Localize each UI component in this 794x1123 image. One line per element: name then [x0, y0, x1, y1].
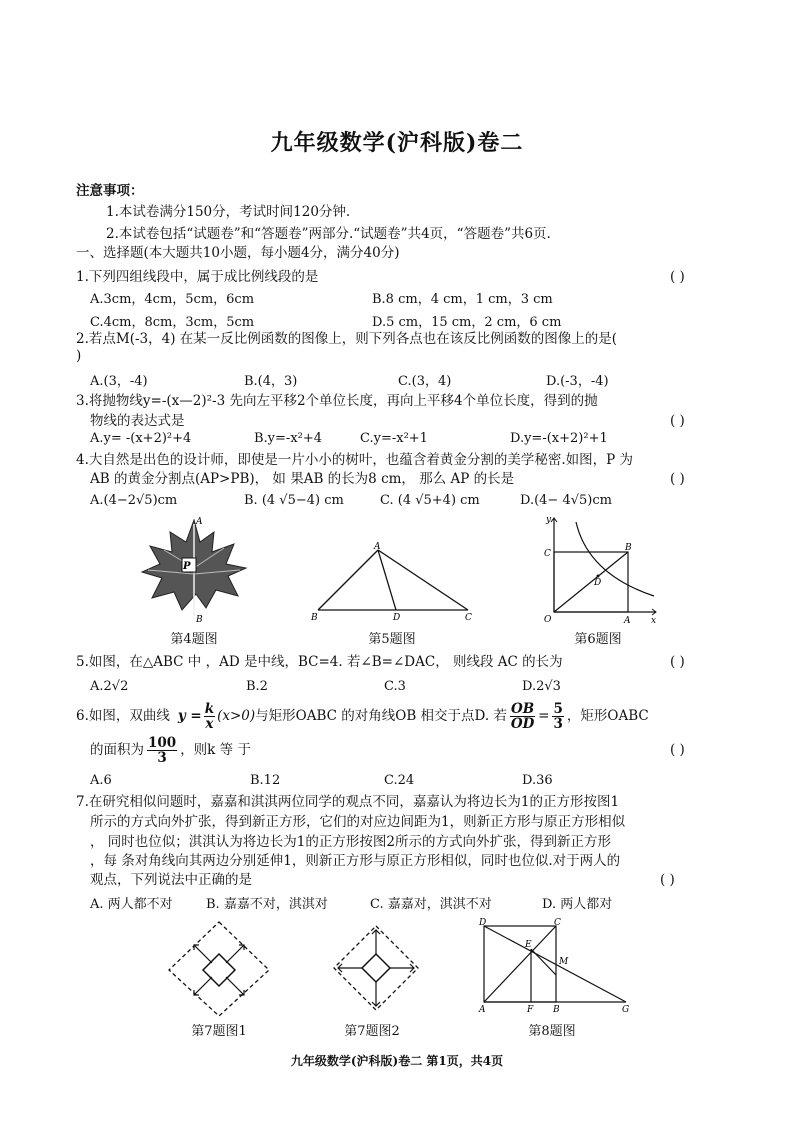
q7-answer-paren: ( ) — [660, 872, 675, 888]
q4-option-d: D.(4− 4√5)cm — [520, 493, 612, 508]
q7-line-5: 观点，下列说法中正确的是 — [90, 872, 252, 888]
q5-stem: 5.如图，在△ABC 中 ，AD 是中线，BC=4. 若∠B=∠DAC， 则线段 AC 的长为 — [76, 654, 563, 670]
q6-fraction-100: 100 — [148, 734, 177, 751]
q7-option-c: C. 嘉嘉对，淇淇不对 — [370, 897, 492, 912]
fig8-label-c: C — [554, 918, 561, 928]
q6-stem-row — [76, 698, 649, 734]
fig6-caption: 第6题图 — [574, 632, 622, 647]
q6-fraction-5: 5 — [553, 700, 563, 717]
q4-option-a: A.(4−2√5)cm — [90, 493, 178, 508]
q2-stem-cont: ) — [76, 348, 82, 364]
q4-option-b: B. (4 √5−4) cm — [244, 493, 344, 508]
q6-answer-paren: ( ) — [670, 742, 685, 758]
figure-6-hyperbola — [536, 512, 662, 624]
q4-option-c: C. (4 √5+4) cm — [380, 493, 480, 508]
q6-fraction-area-3: 3 — [157, 749, 167, 766]
q5-option-d: D.2√3 — [522, 679, 561, 694]
fig8-label-e: E — [525, 940, 532, 950]
fig6-label-c: C — [544, 549, 551, 559]
q6-eq-sign: = — [538, 708, 550, 724]
q2-option-d: D.(-3，-4) — [546, 374, 609, 389]
q6-fraction-area — [147, 736, 177, 765]
page-footer: 九年级数学(沪科版)卷二 第1页，共4页 — [290, 1054, 504, 1068]
q7-line-4: ，每 条对角线向其两边分别延伸1，则新正方形与原正方形相似，同时也位似.对于两人的 — [90, 853, 621, 869]
q7-option-b: B. 嘉嘉不对，淇淇对 — [206, 897, 328, 912]
q1-option-b: B.8 cm，4 cm，1 cm，3 cm — [372, 292, 553, 307]
q6-option-c: C.24 — [384, 773, 415, 788]
q3-option-a: A.y= -(x+2)²+4 — [90, 431, 192, 446]
q3-option-c: C.y=-x²+1 — [360, 431, 428, 446]
q3-answer-paren: ( ) — [670, 413, 685, 429]
q2-stem: 2.若点M(-3，4) 在某一反比例函数的图像上，则下列各点也在该反比例函数的图像上的是( — [76, 331, 618, 347]
fig6-label-x: x — [651, 616, 657, 624]
q7-option-d: D. 两人都对 — [542, 897, 613, 912]
fig8-label-m: M — [559, 957, 569, 967]
q6-fraction-five-thirds — [552, 702, 563, 731]
fig4-label-b: B — [196, 615, 203, 624]
section-heading: 一、选择题(本大题共10小题，每小题4分，满分40分) — [76, 245, 400, 261]
q5-answer-paren: ( ) — [670, 654, 685, 670]
fig6-label-d: D — [594, 578, 602, 588]
fig7-2-caption: 第7题图2 — [344, 1024, 400, 1039]
q6-stem-intro: 6.如图，双曲线 — [76, 708, 170, 724]
q2-option-a: A.(3，-4) — [90, 374, 148, 389]
q5-option-c: C.3 — [384, 679, 406, 694]
q4-stem: 4.大自然是出色的设计师，即使是一片小小的树叶，也蕴含着黄金分割的美学秘密.如图，P 为 — [76, 452, 634, 468]
fig7-1-caption: 第7题图1 — [191, 1024, 247, 1039]
q3-stem: 3.将抛物线y=-(x—2)²-3 先向左平移2个单位长度，再向上平移4个单位长度，得到的抛 — [76, 393, 598, 409]
notice-item-1: 1.本试卷满分150分，考试时间120分钟. — [106, 204, 351, 220]
fig6-label-a: A — [624, 616, 631, 624]
fig8-label-f: F — [527, 1005, 534, 1015]
q4-answer-paren: ( ) — [670, 471, 685, 487]
figure-8-geometry — [474, 916, 636, 1016]
fig5-label-a: A — [374, 542, 381, 552]
figure-7-1-squares — [164, 918, 274, 1018]
fig8-label-d: D — [479, 918, 487, 928]
fig4-label-a: A — [196, 517, 203, 527]
fig5-label-c: C — [465, 613, 472, 623]
q3-stem-cont: 物线的表达式是 — [90, 413, 185, 429]
fig5-caption: 第5题图 — [368, 632, 416, 647]
q6-stem2-intro: 的面积为 — [90, 742, 144, 758]
q5-option-b: B.2 — [246, 679, 268, 694]
q7-line-1: 7.在研究相似问题时，嘉嘉和淇淇两位同学的观点不同，嘉嘉认为将边长为1的正方形按图1 — [76, 794, 620, 810]
q6-option-a: A.6 — [90, 773, 112, 788]
fig8-caption: 第8题图 — [528, 1024, 576, 1039]
q2-option-b: B.(4，3) — [244, 374, 298, 389]
q6-fraction-3: 3 — [553, 715, 563, 732]
q4-stem-cont: AB 的黄金分割点(AP>PB)， 如 果AB 的长为8 cm， 那么 AP 的长是 — [90, 471, 515, 487]
fig5-label-d: D — [393, 613, 401, 623]
q6-eq-cond: (x>0) — [217, 708, 256, 724]
q6-stem-end: ，矩形OABC — [566, 708, 649, 724]
q3-option-b: B.y=-x²+4 — [254, 431, 323, 446]
q6-stem-mid: 与矩形OABC 的对角线OB 相交于点D. 若 — [255, 708, 507, 724]
q6-fraction-od: OD — [510, 715, 535, 732]
q6-option-d: D.36 — [522, 773, 553, 788]
q1-option-a: A.3cm，4cm，5cm，6cm — [90, 292, 255, 307]
q6-fraction-x: x — [205, 715, 214, 732]
notice-heading: 注意事项： — [76, 183, 144, 199]
q1-stem: 1.下列四组线段中，属于成比例线段的是 — [76, 269, 319, 285]
q6-stem2-end: ，则k 等 于 — [180, 742, 251, 758]
q7-line-2: 所示的方式向外扩张，得到新正方形，它们的对应边间距为1，则新正方形与原正方形相似 — [90, 814, 626, 830]
figure-5-triangle — [306, 540, 478, 624]
fig6-label-y: y — [546, 515, 552, 525]
q1-option-c: C.4cm，8cm，3cm，5cm — [90, 315, 255, 330]
fig6-label-b: B — [625, 543, 632, 553]
fig4-caption: 第4题图 — [170, 632, 218, 647]
figure-4-leaf — [134, 512, 254, 624]
figure-7-2-squares — [330, 922, 422, 1016]
q6-eq-lhs: y = — [177, 708, 202, 724]
q6-option-b: B.12 — [250, 773, 281, 788]
q6-stem-row-2 — [90, 732, 251, 768]
q6-fraction-k: k — [204, 700, 215, 717]
q1-option-d: D.5 cm，15 cm，2 cm，6 cm — [372, 315, 562, 330]
q2-option-c: C.(3，4) — [398, 374, 452, 389]
q6-fraction-ob: OB — [511, 700, 535, 717]
q6-fraction-k-over-x — [204, 702, 215, 731]
fig5-label-b: B — [311, 613, 318, 623]
fig6-label-o: O — [544, 615, 552, 624]
q3-option-d: D.y=-(x+2)²+1 — [510, 431, 608, 446]
q7-option-a: A. 两人都不对 — [90, 897, 173, 912]
q6-fraction-ob-od — [510, 702, 535, 731]
fig8-label-g: G — [622, 1005, 630, 1015]
fig8-label-a: A — [479, 1005, 486, 1015]
page-title: 九年级数学(沪科版)卷二 — [270, 130, 524, 156]
fig4-label-p: P — [183, 561, 191, 572]
q1-answer-paren: ( ) — [670, 269, 685, 285]
q7-line-3: ， 同时也位似；淇淇认为将边长为1的正方形按图2所示的方式向外扩张，得到新正方形 — [90, 834, 611, 850]
q5-option-a: A.2√2 — [90, 679, 129, 694]
notice-item-2: 2.本试卷包括“试题卷”和“答题卷”两部分.“试题卷”共4页，“答题卷”共6页. — [106, 226, 551, 242]
fig8-label-b: B — [553, 1005, 560, 1015]
